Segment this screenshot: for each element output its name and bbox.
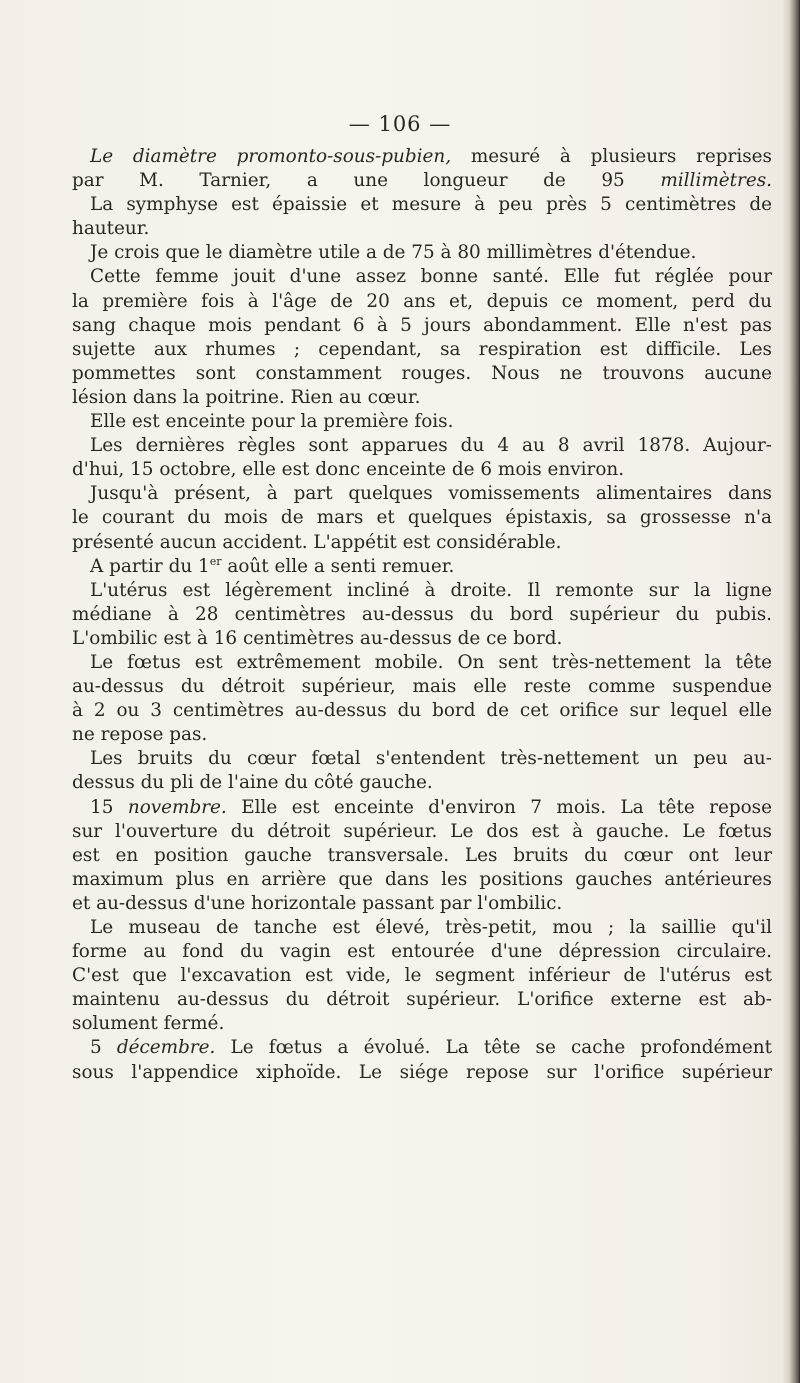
text-line: maximum plus en arrière que dans les positions gauches antérieures [72, 868, 772, 890]
text-line: maintenu au-dessus du détroit supérieur. L'orifice externe est ab- [72, 989, 772, 1011]
text-line: la première fois à l'âge de 20 ans et, depuis ce moment, perd du [72, 290, 772, 312]
text-line: sur l'ouverture du détroit supérieur. Le dos est à gauche. Le fœtus [72, 820, 772, 842]
text-line: dessus du pli de l'aine du côté gauche. [72, 772, 433, 794]
text-line: et au-dessus d'une horizontale passant par l'ombilic. [72, 892, 563, 914]
text-line: Le museau de tanche est élevé, très-petit, mou ; la saillie qu'il [90, 917, 772, 938]
text-line: présenté aucun accident. L'appétit est considérable. [72, 531, 562, 553]
text-line: L'ombilic est à 16 centimètres au-dessus de ce bord. [72, 627, 563, 649]
text-line: sang chaque mois pendant 6 à 5 jours abondamment. Elle n'est pas [72, 314, 772, 336]
text-line: hauteur. [72, 218, 150, 240]
text-line: Je crois que le diamètre utile a de 75 à 80 millimètres d'étendue. [90, 242, 697, 264]
text-line: 5 décembre. Le fœtus a évolué. La tête se cache profondément [90, 1037, 772, 1059]
text-line: au-dessus du détroit supérieur, mais elle reste comme suspendue [72, 676, 772, 698]
text-line: solument fermé. [72, 1013, 225, 1035]
text-line: Les dernières règles sont apparues du 4 au 8 avril 1878. Aujour- [90, 435, 772, 457]
text-line: forme au fond du vagin est entourée d'une dépression circulaire. [72, 941, 772, 963]
text-line: à 2 ou 3 centimètres au-dessus du bord de cet orifice sur lequel elle [72, 700, 772, 722]
text-line: médiane à 28 centimètres au-dessus du bord supérieur du pubis. [72, 603, 772, 625]
text-line: Jusqu'à présent, à part quelques vomissements alimentaires dans [90, 483, 772, 505]
text-line: Les bruits du cœur fœtal s'entendent très-nettement un peu au- [90, 748, 772, 770]
body-text [72, 145, 772, 1085]
page-edge-shadow [782, 0, 800, 1383]
text-line: ne repose pas. [72, 724, 208, 746]
text-line: sujette aux rhumes ; cependant, sa respiration est difficile. Les [72, 338, 772, 360]
text-line: C'est que l'excavation est vide, le segment inférieur de l'utérus est [72, 965, 772, 987]
text-line: 15 novembre. Elle est enceinte d'environ 7 mois. La tête repose [90, 796, 772, 818]
text-line: sous l'appendice xiphoïde. Le siége repose sur l'orifice supérieur [72, 1061, 772, 1083]
text-line: par M. Tarnier, a une longueur de 95 millimètres. [72, 170, 772, 192]
page-number: — 106 — [348, 112, 452, 136]
text-line: Cette femme jouit d'une assez bonne santé. Elle fut réglée pour [90, 266, 772, 288]
text-line: Elle est enceinte pour la première fois. [90, 411, 454, 433]
text-line: Le diamètre promonto-sous-pubien, mesuré à plusieurs reprises [90, 146, 772, 167]
text-line: le courant du mois de mars et quelques épistaxis, sa grossesse n'a [72, 507, 772, 529]
text-line: pommettes sont constamment rouges. Nous ne trouvons aucune [72, 362, 772, 384]
text-line: A partir du 1er août elle a senti remuer. [90, 554, 455, 577]
text-line: Le fœtus est extrêmement mobile. On sent très-nettement la tête [90, 651, 772, 673]
text-line: est en position gauche transversale. Les bruits du cœur ont leur [72, 844, 772, 866]
text-line: La symphyse est épaissie et mesure à peu près 5 centimètres de [90, 194, 772, 216]
text-line: L'utérus est légèrement incliné à droite. Il remonte sur la ligne [90, 579, 772, 601]
text-line: lésion dans la poitrine. Rien au cœur. [72, 386, 421, 408]
text-line: d'hui, 15 octobre, elle est donc enceinte de 6 mois environ. [72, 459, 625, 481]
